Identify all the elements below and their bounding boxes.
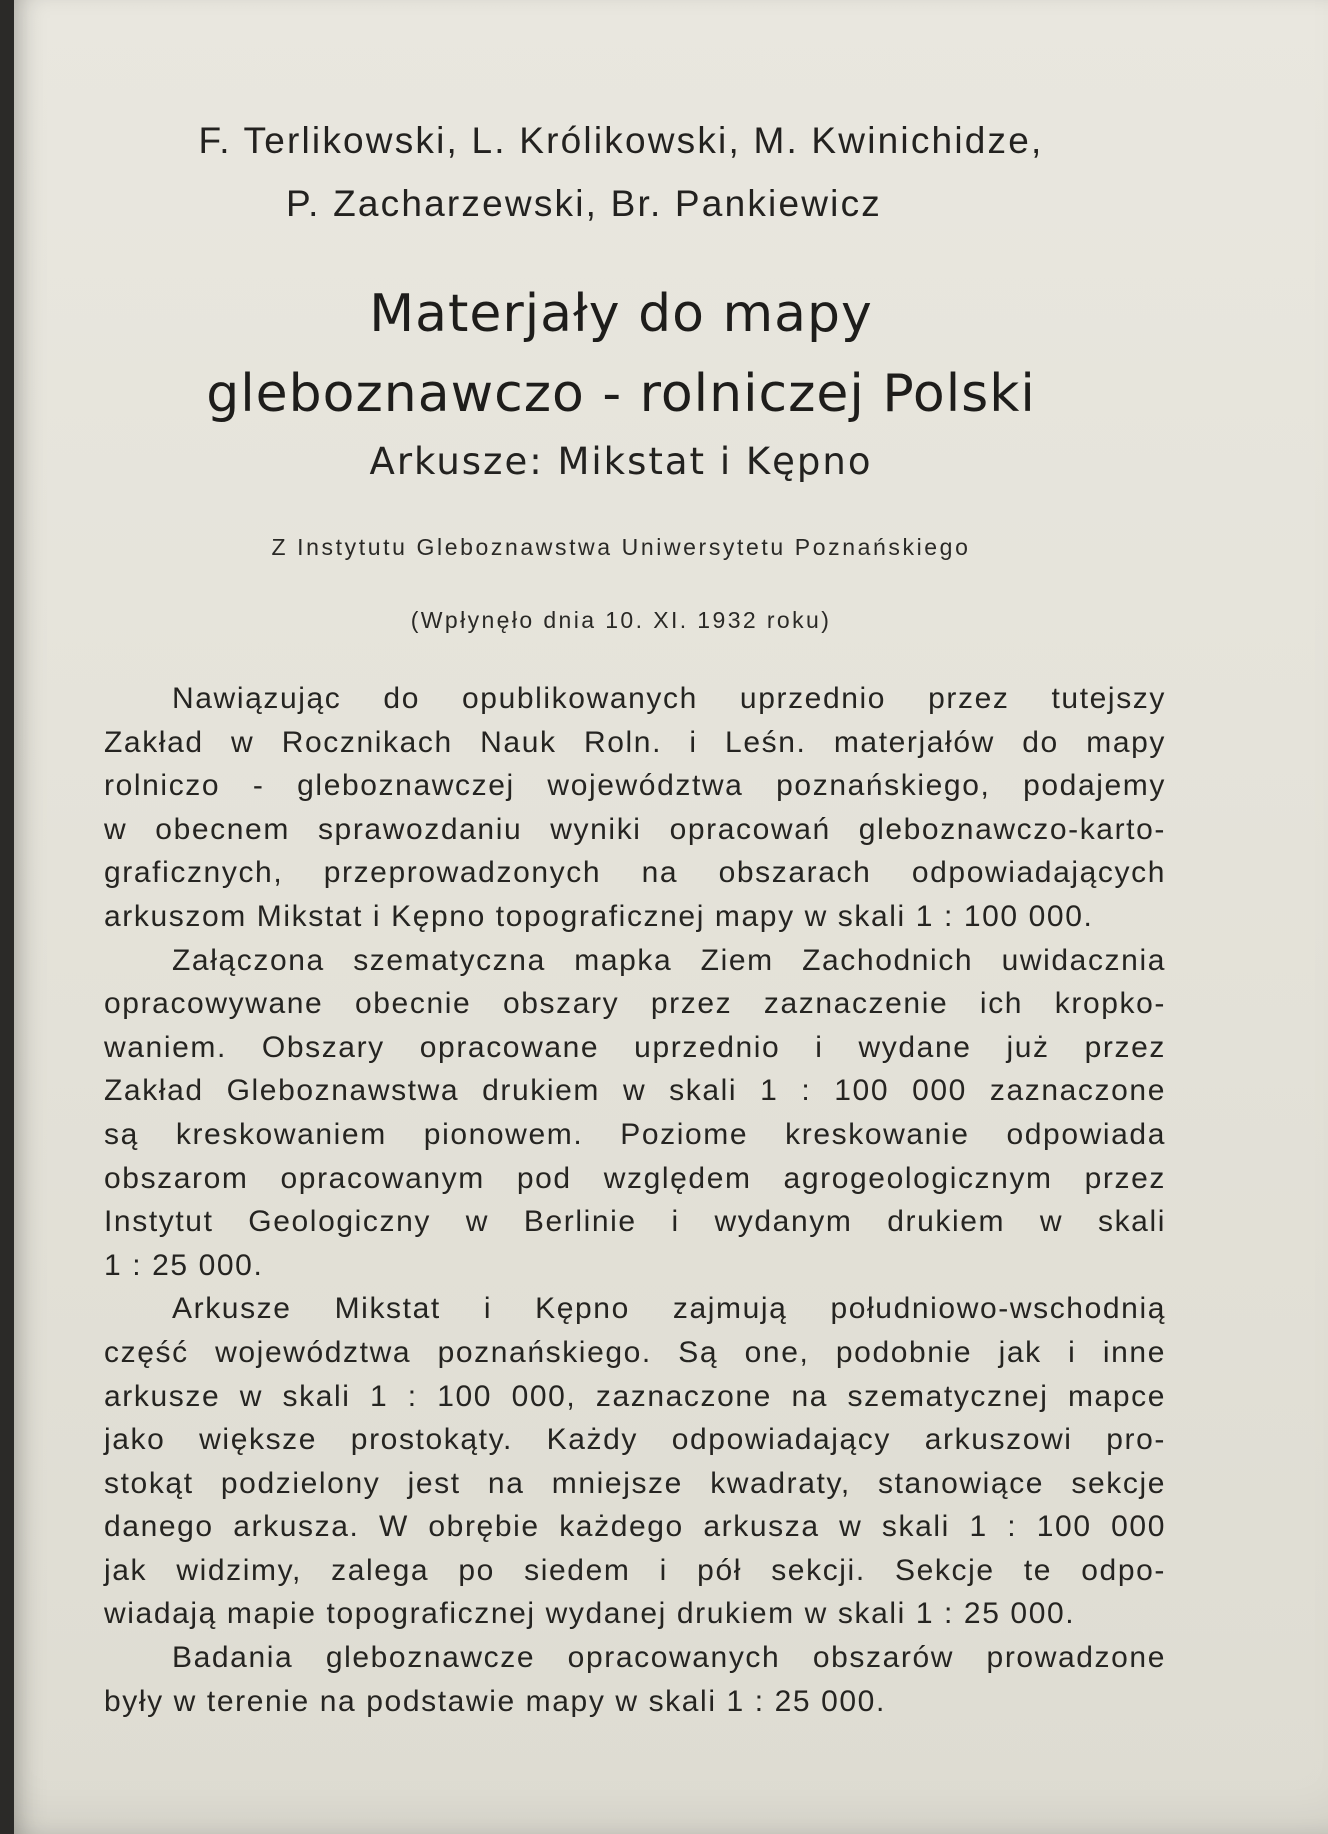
text-line: obszarom opracowanym pod względem agrogeologicznym przez [104,1161,1166,1195]
text-line: w obecnem sprawozdaniu wyniki opracowań gleboznawczo-karto- [104,812,1166,846]
received-date: (Wpłynęło dnia 10. XI. 1932 roku) [410,607,832,633]
text-line: opracowywane obecnie obszary przez zaznaczenie ich kropko- [104,987,1166,1021]
text-line: Zakład w Rocznikach Nauk Roln. i Leśn. materjałów do mapy [104,725,1166,759]
text-line: graficznych, przeprowadzonych na obszarach odpowiadających [104,856,1166,890]
text-line: Załączona szematyczna mapka Ziem Zachodnich uwidacznia [172,943,1166,977]
body-text [104,677,1166,1723]
text-line: Zakład Gleboznawstwa drukiem w skali 1 : 100 000 zaznaczone [104,1074,1166,1108]
title-line-1: Materjały do mapy [369,284,873,344]
institute-note: Z Instytutu Gleboznawstwa Uniwersytetu Poznańskiego [271,534,971,560]
text-line: arkusze w skali 1 : 100 000, zaznaczone na szematycznej mapce [104,1379,1166,1413]
text-line: Arkusze Mikstat i Kępno zajmują południowo-wschodnią [172,1292,1166,1326]
authors-line-2: P. Zacharzewski, Br. Pankiewicz [286,183,882,224]
paragraph-1 [104,677,1166,939]
text-line: są kreskowaniem pionowem. Poziome kreskowanie odpowiada [104,1117,1166,1151]
document-page [14,0,1328,1834]
text-line: rolniczo - gleboznawczej województwa poznańskiego, podajemy [104,769,1166,803]
text-line: wiadają mapie topograficznej wydanej drukiem w skali 1 : 25 000. [104,1597,1076,1631]
text-line: danego arkusza. W obrębie każdego arkusza w skali 1 : 100 000 [104,1510,1166,1544]
text-line: jako większe prostokąty. Każdy odpowiadający arkuszowi pro- [104,1423,1166,1457]
text-line: arkuszom Mikstat i Kępno topograficznej mapy w skali 1 : 100 000. [104,899,1094,933]
text-line: były w terenie na podstawie mapy w skali 1 : 25 000. [104,1684,886,1718]
text-line: 1 : 25 000. [104,1248,264,1282]
subtitle: Arkusze: Mikstat i Kępno [369,440,873,483]
text-line: jak widzimy, zalega po siedem i pół sekcji. Sekcje te odpo- [104,1553,1166,1587]
text-line: stokąt podzielony jest na mniejsze kwadraty, stanowiące sekcje [104,1466,1166,1500]
paragraph-2 [104,939,1166,1288]
text-line: Instytut Geologiczny w Berlinie i wydanym drukiem w skali [104,1205,1166,1239]
text-line: Badania gleboznawcze opracowanych obszarów prowadzone [172,1641,1166,1675]
authors-line-1: F. Terlikowski, L. Królikowski, M. Kwinichidze, [198,120,1044,161]
paragraph-3 [104,1287,1166,1636]
text-line: waniem. Obszary opracowane uprzednio i wydane już przez [104,1030,1166,1064]
page-content [14,0,1328,1834]
title-line-2: gleboznawczo - rolniczej Polski [206,364,1036,424]
paragraph-4 [104,1636,1166,1723]
text-line: Nawiązując do opublikowanych uprzednio przez tutejszy [172,682,1166,715]
text-line: część województwa poznańskiego. Są one, podobnie jak i inne [104,1335,1166,1369]
